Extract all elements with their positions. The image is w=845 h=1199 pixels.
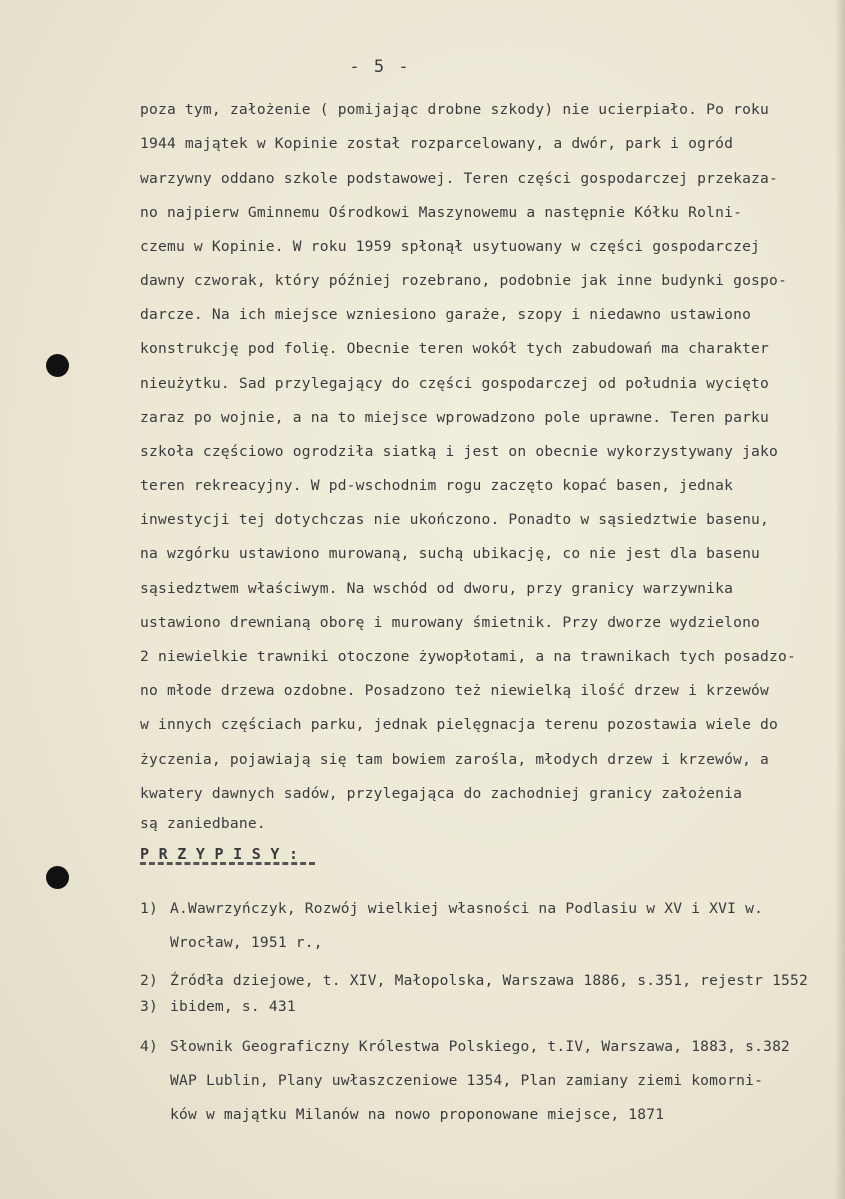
body-line: no najpierw Gminnemu Ośrodkowi Maszynowemu a następnie Kółku Rolni- bbox=[140, 204, 743, 221]
body-line: no młode drzewa ozdobne. Posadzono też niewielką ilość drzew i krzewów bbox=[140, 682, 770, 699]
footnote-text: Źródła dziejowe, t. XIV, Małopolska, Warszawa 1886, s.351, rejestr 1552 bbox=[170, 972, 809, 989]
punch-hole-top bbox=[46, 354, 69, 377]
footnote-1 bbox=[140, 900, 763, 917]
footnote-text: A.Wawrzyńczyk, Rozwój wielkiej własności na Podlasiu w XV i XVI w. bbox=[170, 900, 764, 917]
footnote-2 bbox=[140, 972, 808, 989]
footnote-4-continuation: WAP Lublin, Plany uwłaszczeniowe 1354, Plan zamiany ziemi komorni- bbox=[170, 1072, 764, 1089]
footnote-3 bbox=[140, 998, 296, 1015]
footnote-text: ibidem, s. 431 bbox=[170, 998, 296, 1015]
body-line: konstrukcję pod folię. Obecnie teren wokół tych zabudowań ma charakter bbox=[140, 340, 770, 357]
footnote-number: 2) bbox=[140, 972, 158, 989]
body-line: nieużytku. Sad przylegający do części gospodarczej od południa wycięto bbox=[140, 375, 770, 392]
page-edge-shadow bbox=[835, 0, 845, 1199]
body-line: szkoła częściowo ogrodziła siatką i jest on obecnie wykorzystywany jako bbox=[140, 443, 779, 460]
page-number: - 5 - bbox=[349, 57, 411, 77]
body-line: dawny czworak, który później rozebrano, podobnie jak inne budynki gospo- bbox=[140, 272, 788, 289]
body-line: kwatery dawnych sadów, przylegająca do zachodniej granicy założenia bbox=[140, 785, 743, 802]
footnote-text: Słownik Geograficzny Królestwa Polskiego, t.IV, Warszawa, 1883, s.382 bbox=[170, 1038, 791, 1055]
body-line: 1944 majątek w Kopinie został rozparcelowany, a dwór, park i ogród bbox=[140, 135, 734, 152]
body-line: poza tym, założenie ( pomijając drobne szkody) nie ucierpiało. Po roku bbox=[140, 101, 770, 118]
body-line: ustawiono drewnianą oborę i murowany śmietnik. Przy dworze wydzielono bbox=[140, 614, 761, 631]
footnote-number: 1) bbox=[140, 900, 158, 917]
body-line: zaraz po wojnie, a na to miejsce wprowadzono pole uprawne. Teren parku bbox=[140, 409, 770, 426]
body-line: na wzgórku ustawiono murowaną, suchą ubikację, co nie jest dla basenu bbox=[140, 545, 761, 562]
body-line: sąsiedztwem właściwym. Na wschód od dworu, przy granicy warzywnika bbox=[140, 580, 734, 597]
footnotes-heading-underline bbox=[140, 862, 315, 865]
body-line: czemu w Kopinie. W roku 1959 spłonął usytuowany w części gospodarczej bbox=[140, 238, 761, 255]
footnote-number: 4) bbox=[140, 1038, 158, 1055]
footnotes-heading: PRZYPISY: bbox=[140, 845, 308, 863]
body-line: darcze. Na ich miejsce wzniesiono garaże, szopy i niedawno ustawiono bbox=[140, 306, 752, 323]
body-line: 2 niewielkie trawniki otoczone żywopłotami, a na trawnikach tych posadzo- bbox=[140, 648, 796, 665]
footnote-4 bbox=[140, 1038, 790, 1055]
body-line: warzywny oddano szkole podstawowej. Teren części gospodarczej przekaza- bbox=[140, 170, 779, 187]
body-line: teren rekreacyjny. W pd-wschodnim rogu zaczęto kopać basen, jednak bbox=[140, 477, 734, 494]
punch-hole-bottom bbox=[46, 866, 69, 889]
footnote-1-continuation: Wrocław, 1951 r., bbox=[170, 934, 323, 951]
body-line: w innych częściach parku, jednak pielęgnacja terenu pozostawia wiele do bbox=[140, 716, 779, 733]
footnote-number: 3) bbox=[140, 998, 158, 1015]
body-line: inwestycji tej dotychczas nie ukończono. Ponadto w sąsiedztwie basenu, bbox=[140, 511, 770, 528]
footnote-4-continuation: ków w majątku Milanów na nowo proponowane miejsce, 1871 bbox=[170, 1106, 665, 1123]
body-line: życzenia, pojawiają się tam bowiem zarośla, młodych drzew i krzewów, a bbox=[140, 751, 770, 768]
body-line: są zaniedbane. bbox=[140, 815, 266, 832]
